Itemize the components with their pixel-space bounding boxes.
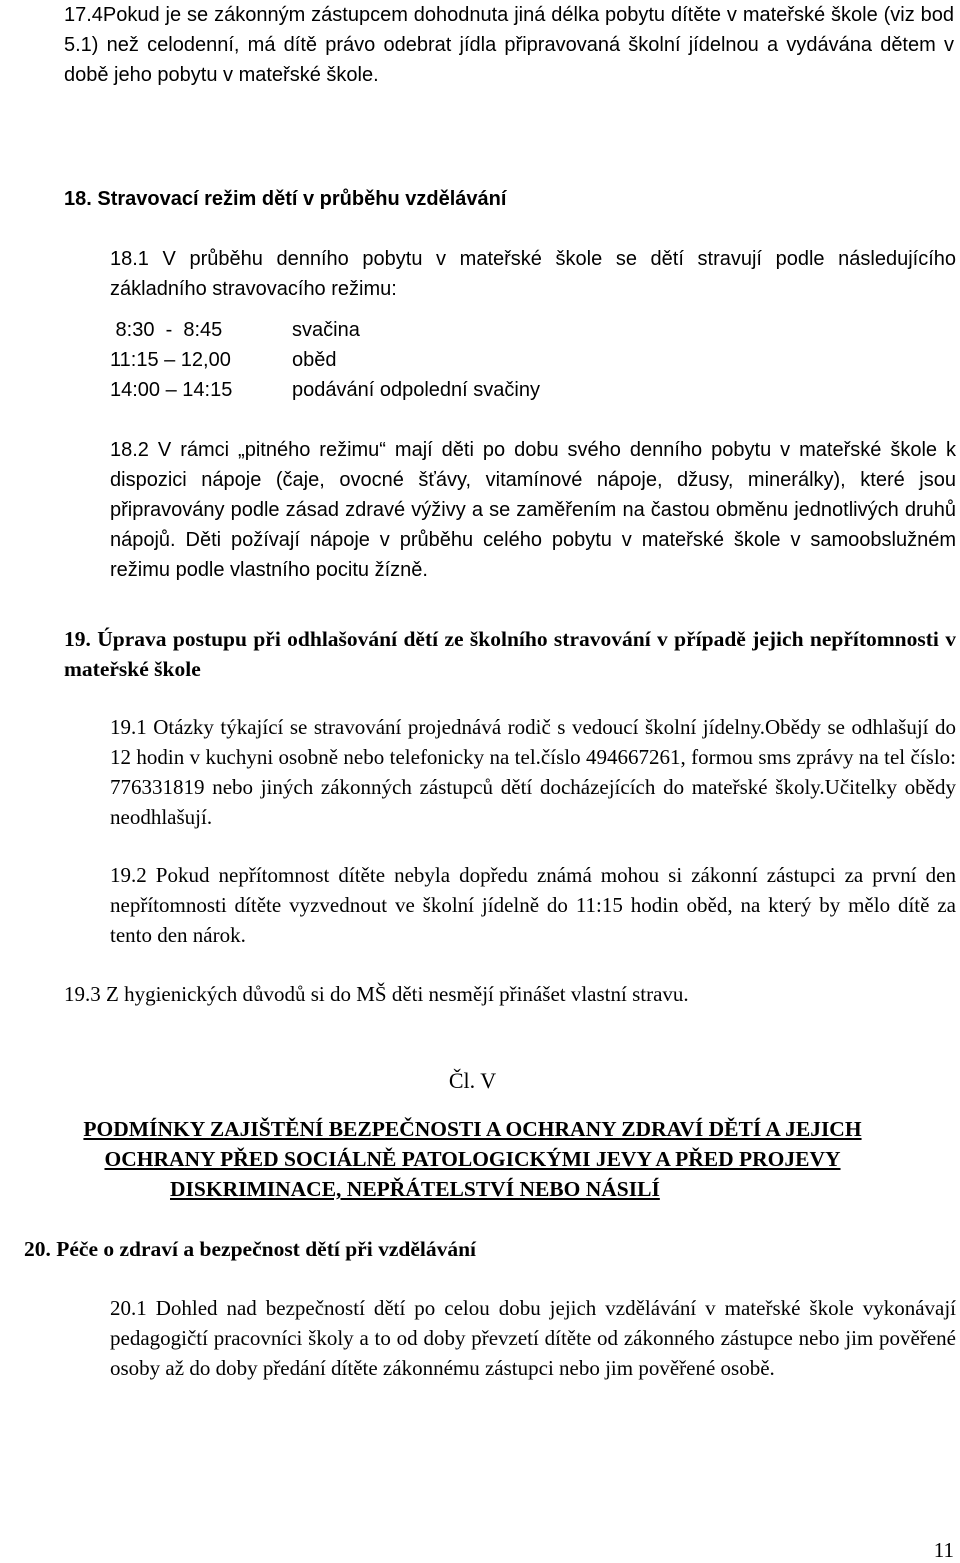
section-18-heading: 18. Stravovací režim dětí v průběhu vzdělávání <box>64 188 507 210</box>
paragraph-19-3: 19.3 Z hygienických důvodů si do MŠ děti nesmějí přinášet vlastní stravu. <box>64 982 689 1006</box>
paragraph-17-4: 17.4Pokud je se zákonným zástupcem dohodnuta jiná délka pobytu dítěte v mateřské škole (viz bod 5.1) než celodenní, má dítě právo odebrat jídla připravovaná školní jídelnou a vydávána dětem v době jeho pobytu v mateřské škole. <box>64 4 954 86</box>
schedule-row <box>110 315 360 345</box>
schedule-meal: svačina <box>292 319 360 341</box>
schedule-time: 8:30 - 8:45 <box>110 319 223 341</box>
schedule-row <box>110 345 337 375</box>
paragraph-19-2: 19.2 Pokud nepřítomnost dítěte nebyla dopředu známá mohou si zákonní zástupci za první den nepřítomnosti dítěte vyzvednout ve školní jídelně do 11:15 hodin oběd, na který by mělo dítě za tento den nárok. <box>110 863 956 947</box>
schedule-meal: podávání odpolední svačiny <box>292 379 540 401</box>
section-20-heading: 20. Péče o zdraví a bezpečnost dětí při vzdělávání <box>24 1237 477 1261</box>
paragraph-18-1: 18.1 V průběhu denního pobytu v mateřské škole se dětí stravují podle následujícího základního stravovacího režimu: <box>110 248 956 300</box>
schedule-time: 14:00 – 14:15 <box>110 379 233 401</box>
page-number: 11 <box>933 1538 954 1562</box>
chapter-title-line: PODMÍNKY ZAJIŠTĚNÍ BEZPEČNOSTI A OCHRANY ZDRAVÍ DĚTÍ A JEJICH <box>83 1117 862 1141</box>
paragraph-19-1: 19.1 Otázky týkající se stravování projednává rodič s vedoucí školní jídelny.Obědy se odhlašují do 12 hodin v kuchyni osobně nebo telefonicky na tel.číslo 494667261, formou sms zprávy na tel číslo: 776331819 nebo jiných zákonných zástupců dětí docházejících do mateřské školy.Učitelky obědy neodhlašují. <box>110 715 956 829</box>
chapter-label: Čl. V <box>448 1068 497 1093</box>
chapter-title-line: OCHRANY PŘED SOCIÁLNĚ PATOLOGICKÝMI JEVY A PŘED PROJEVY <box>104 1147 841 1171</box>
chapter-title-line: DISKRIMINACE, NEPŘÁTELSTVÍ NEBO NÁSILÍ <box>170 1177 660 1201</box>
schedule-row <box>110 375 540 405</box>
paragraph-20-1: 20.1 Dohled nad bezpečností dětí po celou dobu jejich vzdělávání v mateřské škole vykonávají pedagogičtí pracovníci školy a to od doby převzetí dítěte od zákonného zástupce nebo jim pověřené osoby až do doby předání dítěte zákonnému zástupci nebo jim pověřené osobě. <box>110 1296 956 1380</box>
schedule-time: 11:15 – 12,00 <box>110 349 231 371</box>
section-19-heading: 19. Úprava postupu při odhlašování dětí ze školního stravování v případě jejich nepřítomnosti v mateřské škole <box>64 627 956 681</box>
schedule-meal: oběd <box>292 349 337 371</box>
paragraph-18-2: 18.2 V rámci „pitného režimu“ mají děti po dobu svého denního pobytu v mateřské škole k dispozici nápoje (čaje, ovocné šťávy, vitamínové nápoje, džusy, minerálky), které jsou připravovány podle zásad zdravé výživy a se zaměřením na častou obměnu jednotlivých druhů nápojů. Děti požívají nápoje v průběhu celého pobytu v mateřské škole v samoobslužném režimu podle vlastního pocitu žízně. <box>110 439 956 581</box>
